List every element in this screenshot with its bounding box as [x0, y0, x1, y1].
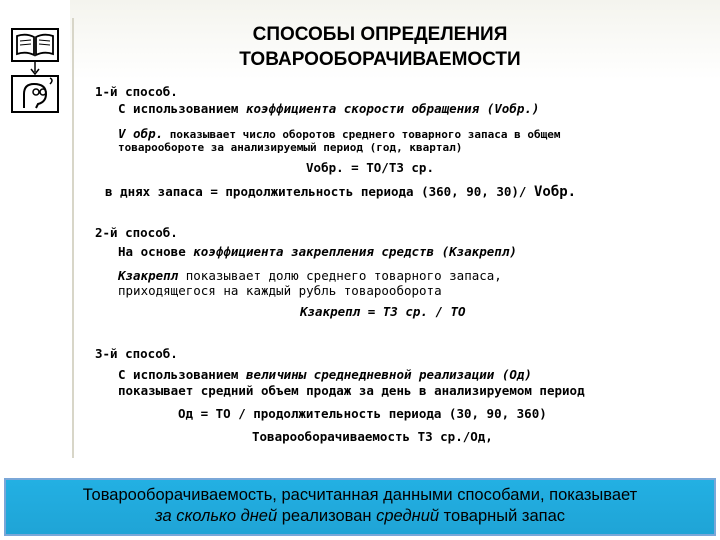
page-title — [120, 22, 640, 72]
arrow-down-icon — [31, 62, 39, 74]
method1-formula: Vобр. = ТО/ТЗ ср. — [306, 160, 434, 175]
method1-days — [105, 184, 576, 200]
method3-line1 — [118, 367, 532, 382]
book-thinking-icon — [10, 28, 66, 114]
method1-line1-suffix: (Vобр.) — [479, 101, 540, 116]
summary-line1: Товарооборачиваемость, расчитанная данными способами, показывает — [82, 486, 638, 504]
method1-days-suffix: Vобр. — [533, 184, 577, 200]
method1-line1-italic: коэффициента скорости обращения — [245, 101, 480, 116]
method1-line1-prefix: С использованием — [118, 101, 246, 116]
method2-line1-suffix: (Кзакрепл) — [441, 244, 517, 259]
summary-line2-italic1: за сколько дней — [154, 507, 278, 525]
method2-line3: приходящегося на каждый рубль товарооборота — [118, 283, 442, 298]
method1-line2-italic: V обр. — [118, 126, 164, 141]
summary-box — [4, 478, 716, 536]
page-title-line2: ТОВАРООБОРАЧИВАЕМОСТИ — [239, 49, 521, 70]
summary-line2-mid: реализован — [277, 507, 377, 525]
method2-formula-rest: = ТЗ ср. / ТО — [360, 304, 466, 319]
method3-line1-italic: величины среднедневной реализации — [245, 367, 495, 382]
method2-formula-italic: Кзакрепл — [300, 304, 361, 319]
page-title-line1: СПОСОБЫ ОПРЕДЕЛЕНИЯ — [252, 24, 508, 45]
method1-heading: 1-й способ. — [95, 84, 178, 99]
left-divider — [72, 18, 74, 458]
method2-heading: 2-й способ. — [95, 225, 178, 240]
method1-line3: товарообороте за анализируемый период (год, квартал) — [118, 141, 463, 154]
method2-line1-italic: коэффициента закрепления средств — [193, 244, 442, 259]
method3-heading: 3-й способ. — [95, 346, 178, 361]
summary-line2-italic2: средний — [376, 507, 440, 525]
method2-line2-text: показывает долю среднего товарного запаса, — [178, 268, 502, 283]
method3-formula1: Од = ТО / продолжительность периода (30, 90, 360) — [178, 406, 547, 421]
method3-line2: показывает средний объем продаж за день в анализируемом период — [118, 383, 585, 398]
thinking-face-icon — [12, 76, 58, 112]
method2-line2-italic: Кзакрепл — [118, 268, 179, 283]
method2-line1-prefix: На основе — [118, 244, 194, 259]
method2-line1 — [118, 244, 517, 259]
method2-formula — [300, 304, 466, 319]
method2-line2 — [118, 268, 502, 283]
method3-line1-prefix: С использованием — [118, 367, 246, 382]
summary-line2-end: товарный запас — [439, 507, 566, 525]
method3-line1-suffix: (Од) — [494, 367, 532, 382]
method1-line2-text: показывает число оборотов среднего товарного запаса в общем — [163, 128, 561, 141]
method1-line2 — [118, 127, 561, 141]
method3-formula2: Товарооборачиваемость ТЗ ср./Од, — [252, 429, 493, 444]
method1-line1 — [118, 101, 539, 116]
method1-days-prefix: в днях запаса = продолжительность периода (360, 90, 30)/ — [105, 184, 534, 199]
book-icon — [12, 29, 58, 61]
summary-line2 — [6, 506, 714, 527]
